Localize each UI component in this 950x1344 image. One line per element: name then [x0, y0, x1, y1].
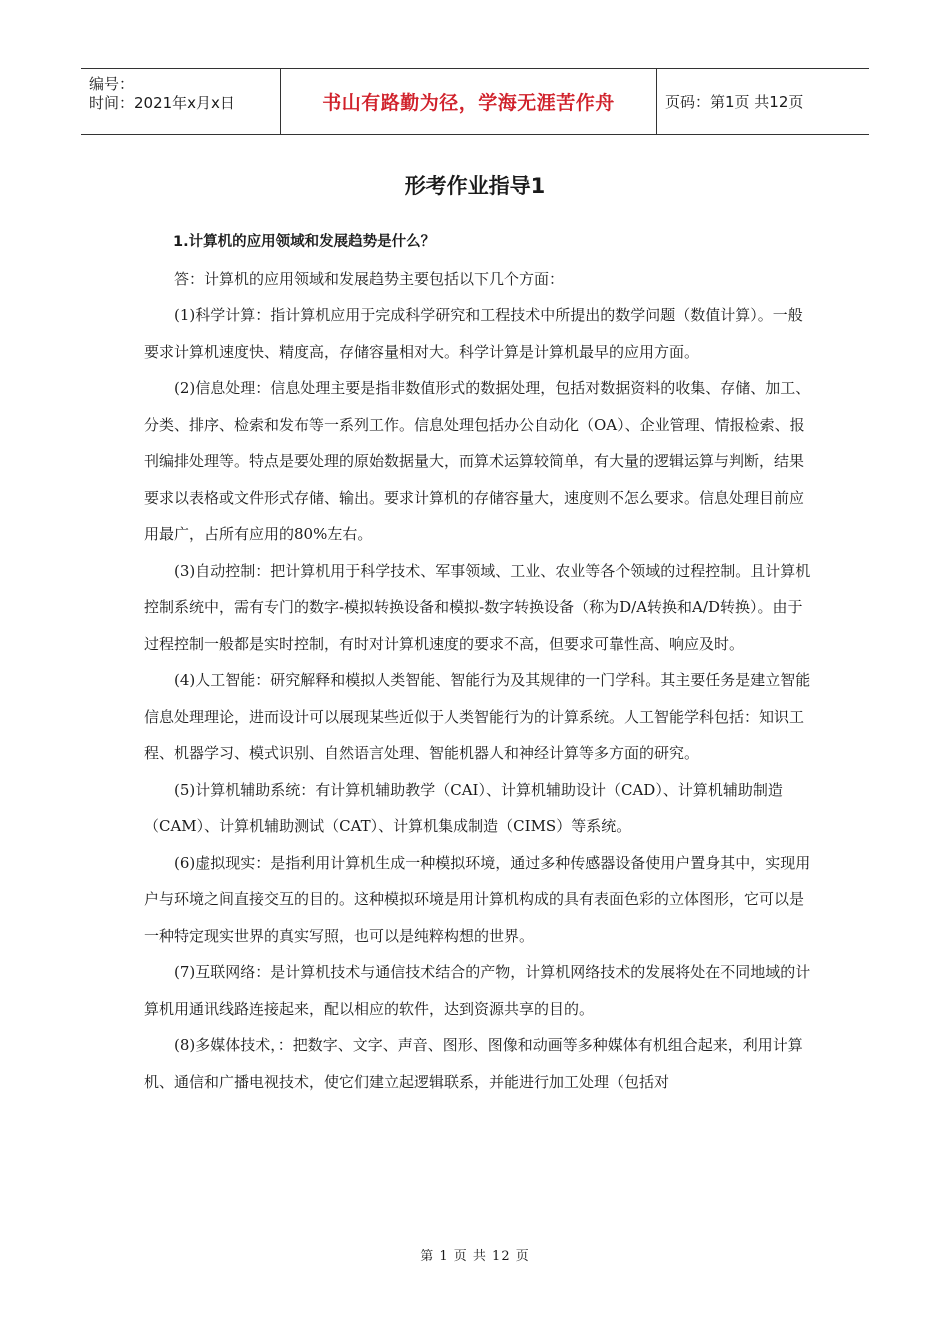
paragraph: (3)自动控制：把计算机用于科学技术、军事领域、工业、农业等各个领域的过程控制。且计算机控制系统中，需有专门的数字-模拟转换设备和模拟-数字转换设备（称为D/A转换和A/D转换）。由于过程控制一般都是实时控制，有时对计算机速度的要求不高，但要求可靠性高、响应及时。 — [144, 561, 811, 653]
motto: 书山有路勤为径，学海无涯苦作舟 — [322, 92, 615, 114]
paragraph: (1)科学计算：指计算机应用于完成科学研究和工程技术中所提出的数学问题（数值计算）。一般要求计算机速度快、精度高，存储容量相对大。科学计算是计算机最早的应用方面。 — [144, 306, 803, 361]
paragraph: (5)计算机辅助系统：有计算机辅助教学（CAI）、计算机辅助设计（CAD）、计算机辅助制造（CAM）、计算机辅助测试（CAT）、计算机集成制造（CIMS）等系统。 — [144, 780, 783, 835]
page-header — [81, 68, 869, 135]
document-body — [144, 224, 812, 1100]
paragraph: (4)人工智能：研究解释和模拟人类智能、智能行为及其规律的一门学科。其主要任务是建立智能信息处理理论，进而设计可以展现某些近似于人类智能行为的计算系统。人工智能学科包括：知识工程、机器学习、模式识别、自然语言处理、智能机器人和神经计算等多方面的研究。 — [144, 671, 811, 762]
paragraph: (7)互联网络：是计算机技术与通信技术结合的产物，计算机网络技术的发展将处在不同地域的计算机用通讯线路连接起来，配以相应的软件，达到资源共享的目的。 — [144, 963, 811, 1018]
question-heading: 1.计算机的应用领域和发展趋势是什么？ — [173, 234, 436, 250]
paragraph: (2)信息处理：信息处理主要是指非数值形式的数据处理，包括对数据资料的收集、存储、加工、分类、排序、检索和发布等一系列工作。信息处理包括办公自动化（OA）、企业管理、情报检索、报刊编排处理等。特点是要处理的原始数据量大，而算术运算较简单，有大量的逻辑运算与判断，结果要求以表格或文件形式存储、输出。要求计算机的存储容量大，速度则不怎么要求。信息处理目前应用最广，占所有应用的80%左右。 — [144, 379, 811, 543]
paragraph: 答：计算机的应用领域和发展趋势主要包括以下几个方面： — [174, 269, 565, 288]
document-title: 形考作业指导1 — [404, 174, 546, 198]
page-footer: 第 1 页 共 12 页 — [420, 1249, 530, 1264]
header-motto-cell — [281, 69, 657, 134]
number-label: 编号： — [89, 75, 135, 93]
paragraph: (8)多媒体技术，：把数字、文字、声音、图形、图像和动画等多种媒体有机组合起来，利用计算机、通信和广播电视技术，使它们建立起逻辑联系，并能进行加工处理（包括对 — [144, 1036, 803, 1091]
header-meta — [81, 69, 281, 134]
time-label: 时间：2021年x月x日 — [89, 94, 235, 112]
paragraph: (6)虚拟现实：是指利用计算机生成一种模拟环境，通过多种传感器设备使用户置身其中，实现用户与环境之间直接交互的目的。这种模拟环境是用计算机构成的具有表面色彩的立体图形，它可以是一种特定现实世界的真实写照，也可以是纯粹构想的世界。 — [144, 853, 811, 945]
header-page-info: 页码：第1页 共12页 — [665, 93, 804, 111]
